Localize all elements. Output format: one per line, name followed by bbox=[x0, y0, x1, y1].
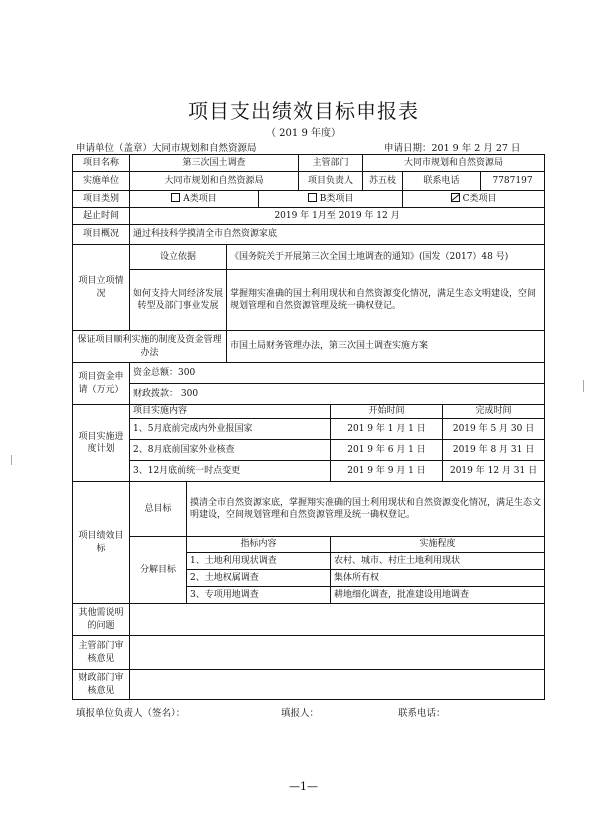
period-value: 2019 年 1月至 2019 年 12 月 bbox=[130, 208, 545, 225]
schedule-start: 201 9 年 6 月 1 日 bbox=[331, 440, 443, 461]
impl-unit-value: 大同市规划和自然资源局 bbox=[130, 172, 299, 191]
goal-indicator: 3、专项用地调查 bbox=[187, 587, 331, 604]
goal-col-indicator: 指标内容 bbox=[187, 537, 331, 553]
guarantee-value: 市国土局财务管理办法，第三次国土调查实施方案 bbox=[227, 331, 545, 363]
category-b[interactable]: B类项目 bbox=[259, 191, 403, 208]
phone-value: 7787197 bbox=[481, 172, 545, 191]
goal-degree: 集体所有权 bbox=[331, 570, 545, 587]
other-label: 其他需说明的问题 bbox=[73, 604, 130, 636]
audit-dept-label: 主管部门审核意见 bbox=[73, 636, 130, 670]
footer-responsible: 填报单位负责人（签名）： bbox=[76, 708, 186, 719]
form-title: 项目支出绩效目标申报表 bbox=[188, 99, 419, 123]
category-label: 项目类别 bbox=[73, 191, 130, 208]
other-value[interactable] bbox=[130, 604, 545, 636]
overview-value: 通过科技科学摸清全市自然资源家底 bbox=[130, 225, 545, 245]
goal-total-value: 摸清全市自然资源家底，掌握翔实准确的国土利用现状和自然资源变化情况，满足生态文明建设，空间规划管理和自然资源管理及统一确权登记。 bbox=[187, 482, 545, 537]
basis-label: 设立依据 bbox=[130, 245, 227, 270]
goal-indicator: 1、土地利用现状调查 bbox=[187, 553, 331, 570]
schedule-end: 2019 年 5 月 30 日 bbox=[443, 419, 545, 440]
goal-total-label: 总目标 bbox=[130, 482, 187, 537]
footer-filler: 填报人： bbox=[281, 708, 320, 719]
footer-phone: 联系电话： bbox=[398, 708, 446, 719]
audit-dept-value[interactable] bbox=[130, 636, 545, 670]
leader-value: 苏五枝 bbox=[363, 172, 403, 191]
basis-value: 《国务院关于开展第三次全国土地调查的通知》(国发（2017）48 号) bbox=[227, 245, 545, 270]
page-number: —1— bbox=[289, 780, 318, 793]
audit-fin-label: 财政部门审核意见 bbox=[73, 670, 130, 700]
category-c[interactable]: C类项目 bbox=[403, 191, 545, 208]
goal-col-degree: 实施程度 bbox=[331, 537, 545, 553]
schedule-start: 201 9 年 9 月 1 日 bbox=[331, 461, 443, 482]
support-value: 掌握翔实准确的国土利用现状和自然资源变化情况，满足生态文明建设，空间规划管理和自然资源管理及统一确权登记。 bbox=[227, 270, 545, 331]
leader-label: 项目负责人 bbox=[299, 172, 363, 191]
funds-finance: 财政拨款： 300 bbox=[130, 384, 545, 405]
schedule-content: 2、8月底前国家外业核查 bbox=[130, 440, 331, 461]
reason-label: 项目立项情况 bbox=[73, 245, 130, 331]
impl-unit-label: 实施单位 bbox=[73, 172, 130, 191]
schedule-col-end: 完成时间 bbox=[443, 405, 545, 419]
schedule-col-content: 项目实施内容 bbox=[130, 405, 331, 419]
goal-label: 项目绩效目标 bbox=[73, 482, 130, 604]
application-form-table bbox=[72, 154, 545, 700]
support-label: 如何支持大同经济发展转型及部门事业发展 bbox=[130, 270, 227, 331]
table-row bbox=[73, 419, 545, 440]
applicant-unit: 申请单位（盖章）大同市规划和自然资源局 bbox=[76, 143, 257, 154]
schedule-end: 2019 年 8 月 31 日 bbox=[443, 440, 545, 461]
guarantee-label: 保证项目顺利实施的制度及资金管理办法 bbox=[73, 331, 227, 363]
dept-value: 大同市规划和自然资源局 bbox=[363, 155, 545, 172]
overview-label: 项目概况 bbox=[73, 225, 130, 245]
apply-date: 申请日期：201 9 年 2 月 27 日 bbox=[384, 143, 521, 154]
schedule-content: 3、12月底前统一时点变更 bbox=[130, 461, 331, 482]
schedule-content: 1、5月底前完成内外业报国家 bbox=[130, 419, 331, 440]
checkbox-icon[interactable] bbox=[171, 193, 180, 202]
schedule-col-start: 开始时间 bbox=[331, 405, 443, 419]
table-row bbox=[73, 461, 545, 482]
goal-sub-label: 分解目标 bbox=[130, 537, 187, 604]
audit-fin-value[interactable] bbox=[130, 670, 545, 700]
schedule-start: 201 9 年 1 月 1 日 bbox=[331, 419, 443, 440]
project-name-value: 第三次国土调查 bbox=[130, 155, 299, 172]
goal-degree: 农村、城市、村庄土地利用现状 bbox=[331, 553, 545, 570]
category-a[interactable]: A类项目 bbox=[130, 191, 259, 208]
funds-total: 资金总额：300 bbox=[130, 363, 545, 384]
margin-mark bbox=[11, 455, 12, 465]
checkbox-icon[interactable] bbox=[308, 193, 317, 202]
phone-label: 联系电话 bbox=[403, 172, 481, 191]
schedule-end: 2019 年 12 月 31 日 bbox=[443, 461, 545, 482]
dept-label: 主管部门 bbox=[299, 155, 363, 172]
form-year: （ 201 9 年度） bbox=[266, 128, 341, 139]
project-name-label: 项目名称 bbox=[73, 155, 130, 172]
checked-checkbox-icon[interactable] bbox=[451, 193, 460, 202]
margin-mark bbox=[583, 380, 584, 392]
schedule-label: 项目实施进度计划 bbox=[73, 405, 130, 482]
goal-indicator: 2、土地权属调查 bbox=[187, 570, 331, 587]
funds-label: 项目资金申请（万元） bbox=[73, 363, 130, 405]
goal-degree: 耕地细化调查，批准建设用地调查 bbox=[331, 587, 545, 604]
period-label: 起止时间 bbox=[73, 208, 130, 225]
table-row bbox=[73, 440, 545, 461]
